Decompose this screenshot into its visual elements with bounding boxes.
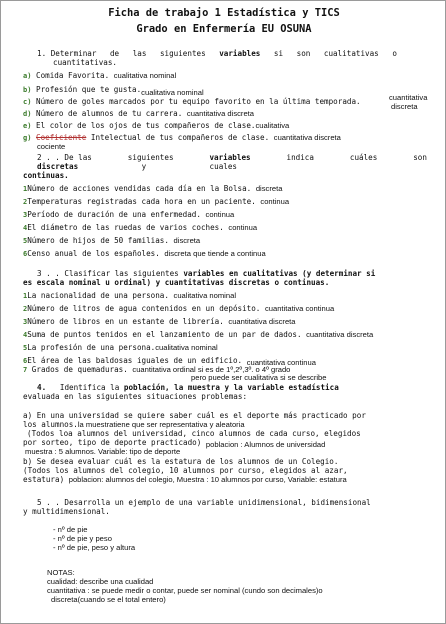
list-item: 5Número de hijos de 50 familias. discreta: [23, 236, 201, 245]
q4a-text: los alumnos.la muestratiene que ser representativa y aleatoria: [23, 420, 245, 429]
list-item: e) El color de los ojos de tus compañeros de clase.cualitativa: [23, 121, 290, 130]
list-item: g) Coeficiente Intelectual de tus compañeros de clase. cuantitativa discreta: [23, 133, 341, 142]
q4a-text: a) En una universidad se quiere saber cuál es el deporte más practicado por: [23, 411, 366, 420]
answer-text: - nº de pie: [53, 525, 88, 534]
answer-text: cociente: [37, 142, 66, 151]
notes-line: discreta(cuando se el total entero): [51, 595, 166, 604]
q4a-text: por sorteo, tipo de deporte practicado) poblacion : Alumnos de universidad: [23, 438, 326, 449]
list-item: c) Número de goles marcados por tu equipo favorito en la última temporada.: [23, 97, 361, 106]
q4b-text: estatura) poblacion: alumnos del colegio, Muestra : 10 alumnos por curso, Variable: estatura: [23, 475, 347, 484]
q2-heading-cont: discretas y cuales: [37, 162, 237, 171]
q3-heading-cont: es escala nominal u ordinal) y cuantitativas discretas o continuas.: [23, 278, 330, 287]
answer-text: muestra : 5 alumnos. Variable: tipo de deporte: [25, 447, 181, 456]
q2-heading-cont2: continuas.: [23, 171, 69, 180]
q4a-text: (Todos loa alumnos del universidad, cinco alumnos de cada curso, elegidos: [27, 429, 361, 438]
q4b-text: (Todos los alumnos del colegio, 10 alumnos por curso, elegidos al azar,: [23, 466, 348, 475]
list-item: 7 Grados de quemaduras. cuantitativa ordinal si es de 1º,2º,3º. o 4º grado: [23, 365, 291, 374]
list-item: 5La profesión de una persona.cualitativa nominal: [23, 343, 218, 352]
list-item: 4Suma de puntos tenidos en el lanzamiento de un par de dados. cuantitativa discreta: [23, 330, 374, 339]
q4-heading-cont: evaluada en las siguientes situaciones problemas:: [23, 392, 248, 401]
worksheet-subtitle: Grado en Enfermería EU OSUNA: [136, 23, 312, 35]
answer-text: - nº de pie, peso y altura: [53, 543, 136, 552]
q4b-text: b) Se desea evaluar cuál es la estatura de los alumnos de un Colegio.: [23, 457, 339, 466]
list-item: 2Temperaturas registradas cada hora en un paciente. continua: [23, 197, 290, 206]
list-item: 6El área de las baldosas iguales de un edificio. cuantitativa continua: [23, 356, 316, 367]
list-item: 3Número de libros en un estante de librería. cuantitativa discreta: [23, 317, 296, 326]
q3-heading: 3 . . Clasificar las siguientes variables en cualitativas (y determinar si: [37, 269, 376, 278]
q1-heading-cont: cuantitativas.: [53, 58, 118, 67]
list-item: 2Número de litros de agua contenidos en un depósito. cuantitativa continua: [23, 304, 335, 313]
q2-heading: 2 . . De las siguientes variables indica cuáles son: [37, 153, 427, 162]
notes-line: cualidad: describe una cualidad: [47, 577, 154, 586]
list-item: b) Profesión que te gusta.cualitativa nominal: [23, 85, 204, 97]
list-item: 1Número de acciones vendidas cada día en la Bolsa. discreta: [23, 184, 283, 193]
notes-title: NOTAS:: [47, 568, 75, 577]
q5-heading: 5 . . Desarrolla un ejemplo de una variable unidimensional, bidimensional: [37, 498, 371, 507]
answer-text: pero puede ser cualitativa si se describe: [191, 373, 327, 382]
q4-heading: 4. Identifica la población, la muestra y la variable estadística: [37, 383, 339, 392]
answer-text: - nº de pie y peso: [53, 534, 112, 543]
q5-heading-cont: y multidimensional.: [23, 507, 110, 516]
list-item: a) Comida Favorita. cualitativa nominal: [23, 71, 177, 80]
worksheet-title: Ficha de trabajo 1 Estadística y TICS: [108, 7, 340, 19]
list-item: 1La nacionalidad de una persona. cualitativa nominal: [23, 291, 237, 300]
notes-line: cuantitativa : se puede medir o contar, puede ser nominal (cundo son decimales)o: [47, 586, 323, 595]
answer-text: cuantitativa: [389, 93, 428, 102]
list-item: d) Número de alumnos de tu carrera. cuantitativa discreta: [23, 109, 255, 118]
answer-text: discreta: [391, 102, 418, 111]
list-item: 6Censo anual de los españoles. discreta que tiende a continua: [23, 249, 266, 258]
q1-heading: 1. Determinar de las siguientes variables si son cualitativas o: [37, 49, 397, 58]
list-item: 4El diámetro de las ruedas de varios coches. continua: [23, 223, 258, 232]
list-item: 3Período de duración de una enfermedad. continua: [23, 210, 235, 219]
